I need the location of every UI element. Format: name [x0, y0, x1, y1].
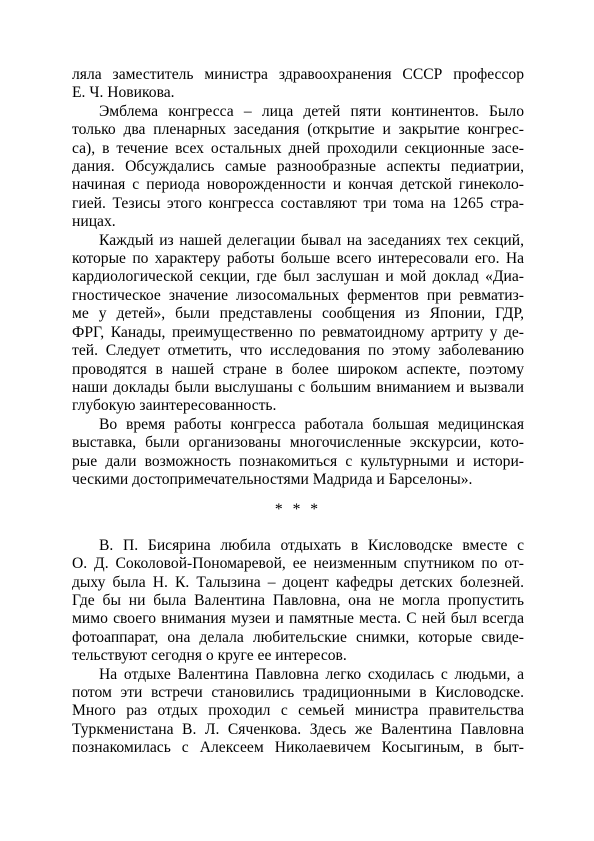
text-line: Каждый из нашей делегации бывал на заседаниях тех секций,: [99, 231, 524, 249]
text-line: Много раз отдых проходил с семьей министра правительства: [72, 702, 524, 720]
text-line: ляла заместитель министра здравоохранения СССР профессор: [72, 66, 524, 83]
text-line: наши доклады были выслушаны с большим вниманием и вызвали: [72, 378, 524, 396]
text-line: В. П. Бисярина любила отдыхать в Кисловодске вместе с: [99, 536, 524, 554]
text-line: Е. Ч. Новикова.: [72, 84, 175, 102]
text-line: Эмблема конгресса – лица детей пяти континентов. Было: [99, 102, 524, 120]
text-line: дания. Обсуждались самые разнообразные аспекты педиатрии,: [72, 158, 524, 176]
text-line: только два пленарных заседания (открытие и закрытие конгрес-: [72, 121, 524, 139]
text-line: рые дали возможность познакомиться с культурными и истори-: [72, 452, 524, 470]
text-line: ницах.: [72, 213, 116, 231]
text-line: Где бы ни была Валентина Павловна, она не могла пропустить: [72, 591, 524, 609]
text-line: которые по характеру работы больше всего интересовали его. На: [72, 250, 524, 268]
text-line: потом эти встречи становились традиционными в Кисловодске.: [72, 684, 524, 701]
text-line: познакомилась с Алексеем Николаевичем Косыгиным, в быт-: [72, 739, 524, 757]
text-line: мимо своего внимания музеи и памятные места. С ней был всегда: [72, 610, 524, 628]
text-line: кардиологической секции, где был заслушан и мой доклад «Диа-: [72, 268, 524, 286]
document-page: [72, 66, 524, 758]
text-line: начиная с периода новорожденности и кончая детской гинеколо-: [72, 176, 524, 194]
text-line: тей. Следует отметить, что исследования по этому заболеванию: [72, 342, 524, 360]
text-line: проводятся в нашей стране в более широком аспекте, поэтому: [72, 360, 524, 378]
text-line: ческими достопримечательностями Мадрида и Барселоны».: [72, 470, 473, 488]
text-line: На отдыхе Валентина Павловна легко сходилась с людьми, а: [99, 665, 524, 683]
text-line: глубокую заинтересованность.: [72, 397, 277, 415]
text-line: Во время работы конгресса работала большая медицинская: [99, 415, 524, 433]
text-line: дыху была Н. К. Талызина – доцент кафедры детских болезней.: [72, 573, 524, 591]
text-line: тельствуют сегодня о круге ее интересов.: [72, 647, 347, 665]
text-line: ФРГ, Канады, преимущественно по ревматоидному артриту у де-: [72, 323, 524, 341]
text-line: фотоаппарат, она делала любительские снимки, которые свиде-: [72, 628, 524, 646]
text-line: гией. Тезисы этого конгресса составляют три тома на 1265 стра-: [72, 194, 524, 212]
text-line: са), в течение всех остальных дней проходили секционные засе-: [72, 139, 524, 157]
text-line: гностическое значение лизосомальных ферментов при ревматиз-: [72, 286, 524, 304]
text-line: Туркменистана В. Л. Сяченкова. Здесь же Валентина Павловна: [72, 720, 524, 738]
text-line: ме у детей», были представлены сообщения из Японии, ГДР,: [72, 305, 524, 323]
text-line: выставка, были организованы многочисленные экскурсии, кото-: [72, 434, 524, 452]
text-line: О. Д. Соколовой-Пономаревой, ее неизменным спутником по от-: [72, 555, 524, 573]
section-separator: * * *: [274, 501, 322, 519]
